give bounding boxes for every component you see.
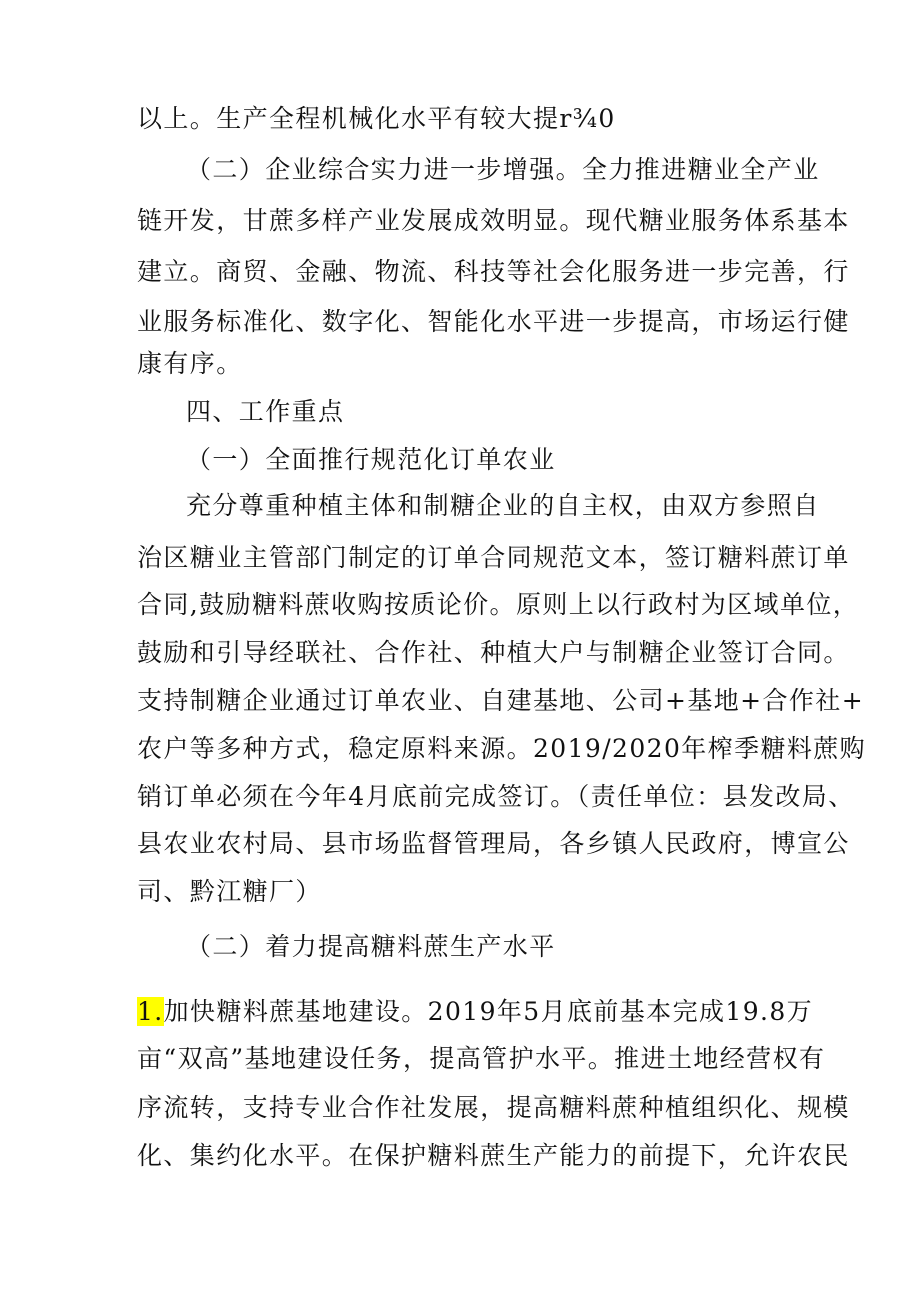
text-line: 支持制糖企业通过订单农业、自建基地、公司+基地+合作社+ bbox=[137, 686, 865, 715]
subsection-heading: （二）着力提高糖料蔗生产水平 bbox=[186, 932, 556, 961]
text-line: 司、黔江糖厂） bbox=[137, 877, 322, 906]
text-line: 序流转，支持专业合作社发展，提高糖料蔗种植组织化、规模 bbox=[137, 1093, 850, 1122]
numbered-item-line bbox=[137, 997, 813, 1027]
text-line: 以上。生产全程机械化水平有较大提r¾0 bbox=[137, 104, 616, 133]
section-paragraph-line: （二）企业综合实力进一步增强。全力推进糖业全产业 bbox=[186, 155, 820, 184]
text-line: 康有序。 bbox=[137, 349, 243, 378]
text-line: 合同,鼓励糖料蔗收购按质论价。原则上以行政村为区域单位， bbox=[137, 590, 860, 619]
text-line: 农户等多种方式，稳定原料来源。2019/2020年榨季糖料蔗购 bbox=[137, 734, 867, 763]
subsection-heading: （一）全面推行规范化订单农业 bbox=[186, 445, 556, 474]
text-line: 建立。商贸、金融、物流、科技等社会化服务进一步完善，行 bbox=[137, 257, 850, 286]
item-number-highlight: 1. bbox=[137, 997, 164, 1026]
text-line: 业服务标准化、数字化、智能化水平进一步提高，市场运行健 bbox=[137, 307, 850, 336]
text-line: 治区糖业主管部门制定的订单合同规范文本，签订糖料蔗订单 bbox=[137, 543, 850, 572]
text-line: 鼓励和引导经联社、合作社、种植大户与制糖企业签订合同。 bbox=[137, 638, 850, 667]
section-heading: 四、工作重点 bbox=[186, 397, 345, 426]
text-line: 亩“双高”基地建设任务，提高管护水平。推进土地经营权有 bbox=[137, 1044, 826, 1073]
text-line: 县农业农村局、县市场监督管理局，各乡镇人民政府，博宣公 bbox=[137, 829, 850, 858]
paragraph-first-line: 充分尊重种植主体和制糖企业的自主权，由双方参照自 bbox=[186, 491, 820, 520]
item-text: 加快糖料蔗基地建设。2019年5月底前基本完成19.8万 bbox=[163, 997, 814, 1026]
text-line: 销订单必须在今年4月底前完成签订。（责任单位：县发改局、 bbox=[137, 782, 855, 811]
text-line: 链开发，甘蔗多样产业发展成效明显。现代糖业服务体系基本 bbox=[137, 206, 850, 235]
text-line: 化、集约化水平。在保护糖料蔗生产能力的前提下，允许农民 bbox=[137, 1141, 850, 1170]
